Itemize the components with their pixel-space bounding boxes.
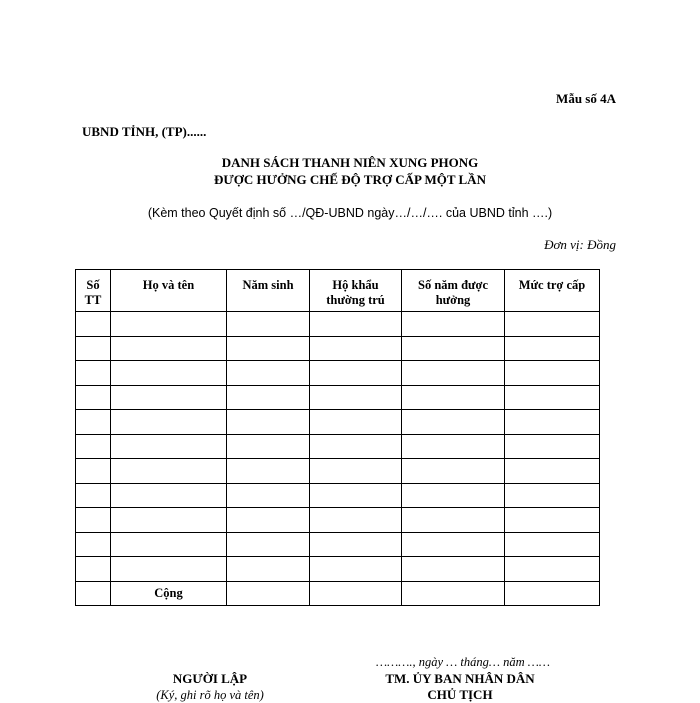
table-row — [76, 557, 600, 582]
preparer-signature-note: (Ký, ghi rõ họ và tên) — [156, 688, 264, 702]
table-header-row — [76, 270, 600, 312]
table-row — [76, 434, 600, 459]
chairman-title: CHỦ TỊCH — [427, 687, 493, 702]
table-row — [76, 385, 600, 410]
column-header-name: Họ và tên — [111, 270, 227, 312]
table-row — [76, 483, 600, 508]
column-header-residence: Hộ khẩu thường trú — [310, 270, 402, 312]
table-row — [76, 312, 600, 337]
document-title-line2: ĐƯỢC HƯỞNG CHẾ ĐỘ TRỢ CẤP MỘT LẦN — [214, 172, 486, 187]
table-row — [76, 459, 600, 484]
column-header-years: Số năm được hưởng — [402, 270, 505, 312]
table-row — [76, 410, 600, 435]
date-line: ………., ngày … tháng… năm …… — [376, 655, 550, 669]
committee-title: TM. ỦY BAN NHÂN DÂN — [385, 671, 535, 686]
total-label: Cộng — [111, 581, 227, 606]
column-header-no: Số TT — [76, 270, 111, 312]
column-header-birth-year: Năm sinh — [227, 270, 310, 312]
document-title-line1: DANH SÁCH THANH NIÊN XUNG PHONG — [221, 155, 479, 170]
table-row — [76, 361, 600, 386]
table-row — [76, 336, 600, 361]
issuing-agency: UBND TỈNH, (TP)...... — [82, 124, 207, 139]
form-number: Mẫu số 4A — [556, 91, 616, 106]
preparer-title: NGƯỜI LẬP — [172, 671, 248, 686]
beneficiary-table — [75, 269, 600, 606]
attached-decision-note: (Kèm theo Quyết định số …/QĐ-UBND ngày…/…/…. của UBND tỉnh ….) — [147, 206, 553, 220]
table-total-row — [76, 581, 600, 606]
table-row — [76, 508, 600, 533]
currency-unit: Đơn vị: Đồng — [544, 237, 616, 252]
table-row — [76, 532, 600, 557]
column-header-allowance: Mức trợ cấp — [505, 270, 600, 312]
